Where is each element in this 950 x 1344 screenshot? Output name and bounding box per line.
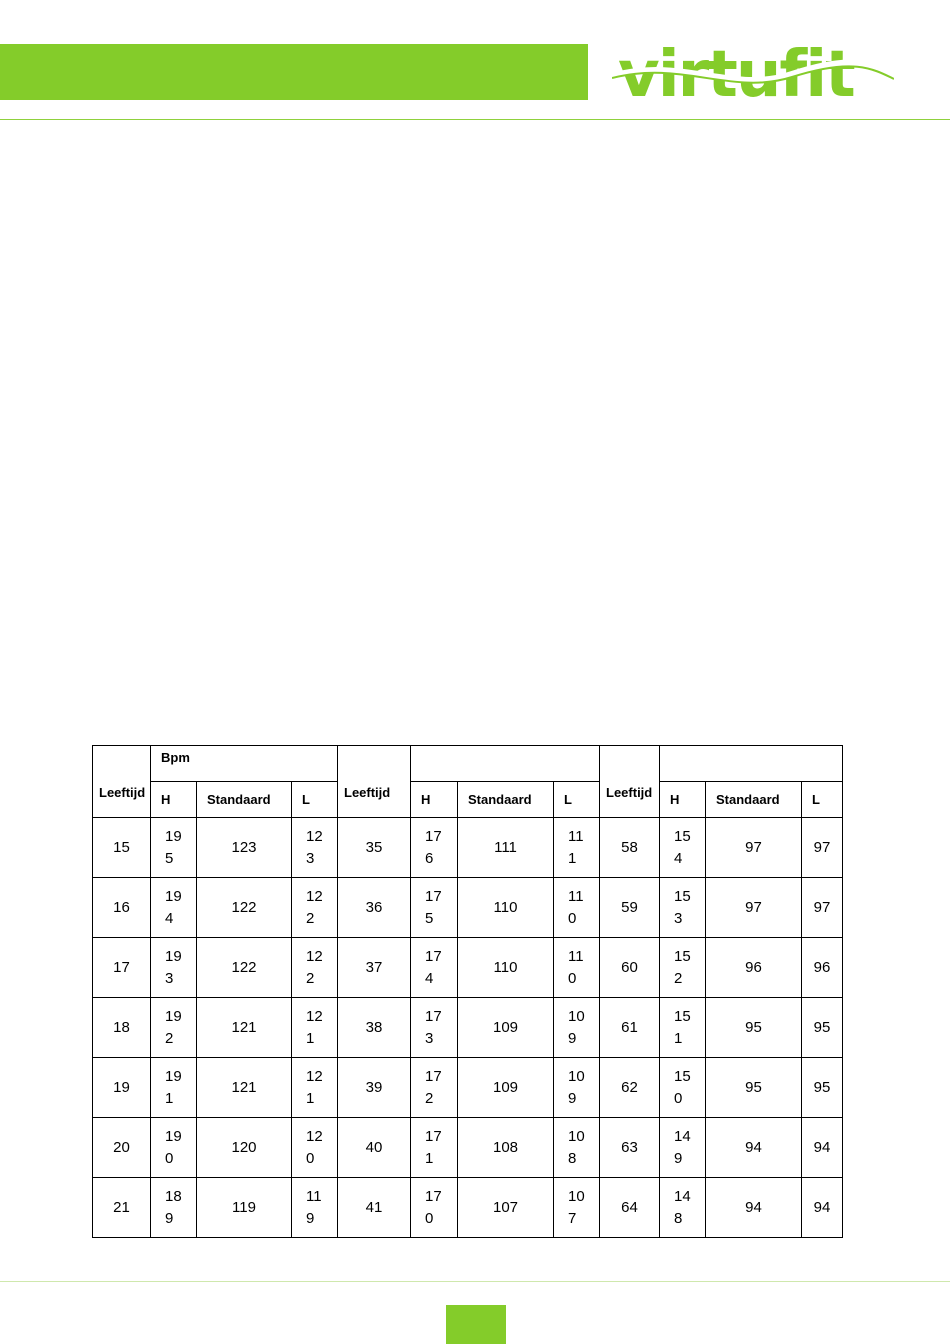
table-row [93,1058,843,1118]
table-cell [554,818,600,878]
table-cell: 97 [802,878,843,938]
table-cell [660,1058,706,1118]
standaard-header: Standaard [706,782,802,818]
table-cell [411,1058,458,1118]
h-header: H [151,782,197,818]
table-cell: 121 [197,1058,292,1118]
table-cell: 35 [338,818,411,878]
table-cell: 119 [197,1178,292,1238]
cell-value: 171 [425,1127,442,1167]
table-cell: 16 [93,878,151,938]
cell-value: 149 [674,1127,691,1167]
cell-value: 191 [165,1067,182,1107]
cell-value: 150 [674,1067,691,1107]
cell-value: 190 [165,1127,182,1167]
table-cell: 37 [338,938,411,998]
table-cell: 40 [338,1118,411,1178]
virtufit-logo [612,34,894,110]
table-row [93,1178,843,1238]
age-header: Leeftijd [338,746,411,818]
table-cell: 96 [706,938,802,998]
table-cell [292,938,338,998]
standaard-header: Standaard [197,782,292,818]
table-cell: 64 [600,1178,660,1238]
cell-value: 110 [568,947,584,987]
table-row [93,998,843,1058]
cell-value: 148 [674,1187,691,1227]
table-cell [151,1118,197,1178]
table-cell [554,998,600,1058]
table-cell: 108 [458,1118,554,1178]
table-cell: 59 [600,878,660,938]
table-cell: 94 [706,1118,802,1178]
table-cell [411,1118,458,1178]
table-cell: 61 [600,998,660,1058]
cell-value: 107 [568,1187,585,1227]
table-cell: 121 [197,998,292,1058]
cell-value: 192 [165,1007,182,1047]
table-cell [411,998,458,1058]
table-cell [660,878,706,938]
table-cell: 96 [802,938,843,998]
table-cell: 95 [802,1058,843,1118]
table-cell [660,938,706,998]
l-header: L [802,782,843,818]
table-cell: 94 [706,1178,802,1238]
l-header: L [292,782,338,818]
table-cell: 60 [600,938,660,998]
cell-value: 121 [306,1067,323,1107]
table-cell [411,878,458,938]
table-cell: 38 [338,998,411,1058]
table-cell [151,938,197,998]
cell-value: 172 [425,1067,442,1107]
header-bar [0,44,588,100]
footer-divider [0,1281,950,1282]
table-cell: 63 [600,1118,660,1178]
table-cell [411,938,458,998]
cell-value: 109 [568,1067,585,1107]
table-cell: 111 [458,818,554,878]
table-cell: 21 [93,1178,151,1238]
table-cell: 94 [802,1118,843,1178]
table-cell: 41 [338,1178,411,1238]
table-cell [292,1178,338,1238]
cell-value: 122 [306,887,323,927]
table-cell: 94 [802,1178,843,1238]
table-cell: 20 [93,1118,151,1178]
table-row [93,938,843,998]
age-header: Leeftijd [600,746,660,818]
cell-value: 173 [425,1007,442,1047]
page-number-box [446,1305,506,1344]
heart-rate-table [92,745,843,1238]
table-cell [660,1178,706,1238]
table-cell: 58 [600,818,660,878]
table-cell: 36 [338,878,411,938]
table-cell [554,938,600,998]
cell-value: 111 [568,827,584,867]
cell-value: 123 [306,827,323,867]
table-cell: 18 [93,998,151,1058]
cell-value: 170 [425,1187,442,1227]
table-cell [411,1178,458,1238]
table-cell [411,818,458,878]
table-cell [554,1058,600,1118]
table-cell: 109 [458,1058,554,1118]
cell-value: 151 [674,1007,691,1047]
table-cell: 109 [458,998,554,1058]
table-cell [292,1118,338,1178]
table-cell: 97 [802,818,843,878]
logo-text: virtufit [618,38,854,110]
table-cell: 123 [197,818,292,878]
table-cell [151,1178,197,1238]
h-header: H [411,782,458,818]
table-cell: 120 [197,1118,292,1178]
cell-value: 119 [306,1187,322,1227]
table-cell [292,818,338,878]
table-cell [554,1118,600,1178]
bpm-header: Bpm [151,746,338,782]
cell-value: 122 [306,947,323,987]
table-cell: 17 [93,938,151,998]
cell-value: 110 [568,887,584,927]
table-cell: 122 [197,878,292,938]
cell-value: 195 [165,827,182,867]
table-cell: 95 [802,998,843,1058]
table-cell [151,998,197,1058]
table-cell: 97 [706,878,802,938]
cell-value: 152 [674,947,691,987]
table-cell: 19 [93,1058,151,1118]
cell-value: 174 [425,947,442,987]
table-cell [660,818,706,878]
table-cell: 107 [458,1178,554,1238]
table-cell [292,878,338,938]
table-cell: 39 [338,1058,411,1118]
cell-value: 154 [674,827,691,867]
table-cell: 15 [93,818,151,878]
table-cell [151,818,197,878]
standaard-header: Standaard [458,782,554,818]
cell-value: 175 [425,887,442,927]
cell-value: 108 [568,1127,585,1167]
header-divider [0,119,950,120]
table-cell [151,878,197,938]
table-cell [554,878,600,938]
table-cell [554,1178,600,1238]
table-cell: 110 [458,938,554,998]
table-cell: 97 [706,818,802,878]
cell-value: 194 [165,887,182,927]
table-cell [151,1058,197,1118]
table-cell: 95 [706,1058,802,1118]
table-cell: 62 [600,1058,660,1118]
table-cell: 122 [197,938,292,998]
table-cell [660,1118,706,1178]
cell-value: 109 [568,1007,585,1047]
table-cell [660,998,706,1058]
empty-header [411,746,600,782]
table-cell: 95 [706,998,802,1058]
h-header: H [660,782,706,818]
age-header: Leeftijd [93,746,151,818]
table-cell [292,998,338,1058]
table-row [93,818,843,878]
table-row [93,1118,843,1178]
cell-value: 120 [306,1127,323,1167]
cell-value: 189 [165,1187,182,1227]
table-cell [292,1058,338,1118]
cell-value: 121 [306,1007,323,1047]
cell-value: 176 [425,827,442,867]
table-row [93,878,843,938]
cell-value: 193 [165,947,182,987]
cell-value: 153 [674,887,691,927]
empty-header [660,746,843,782]
table-cell: 110 [458,878,554,938]
l-header: L [554,782,600,818]
